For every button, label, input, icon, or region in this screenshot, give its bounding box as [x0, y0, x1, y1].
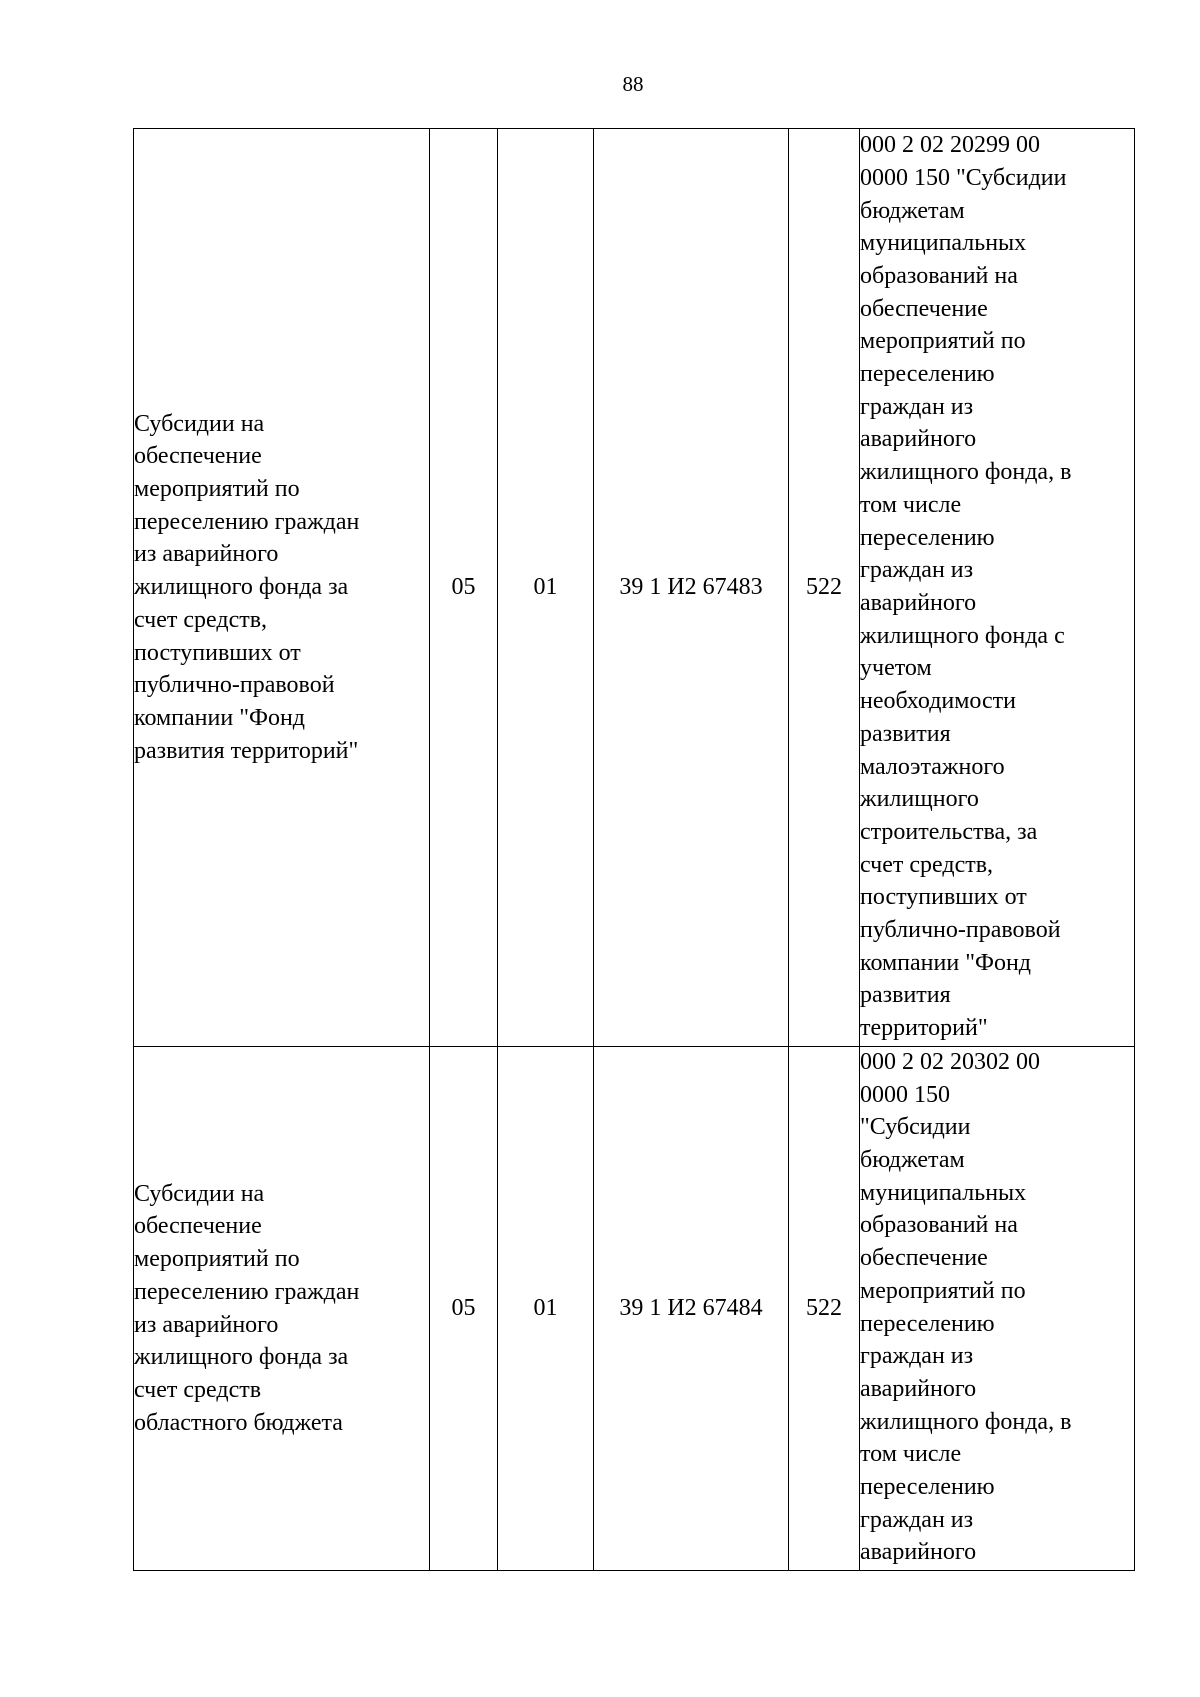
expense-name: Субсидии на обеспечение мероприятий по переселению граждан из аварийного жилищного фонда за счет средств, поступивших от публично-правовой компании "Фонд развития территорий"	[134, 410, 360, 764]
subsection-code: 01	[533, 574, 558, 601]
subsection-cell	[498, 129, 594, 1047]
section-cell	[430, 129, 498, 1047]
target-article-code: 39 1 И2 67483	[619, 574, 763, 601]
section-cell	[430, 1047, 498, 1571]
revenue-code-text: 000 2 02 20299 00 0000 150 "Субсидии бюджетам муниципальных образований на обеспечение мероприятий по переселению граждан из аварийного жилищного фонда, в том числе переселению граждан из аварийного жилищного фонда с учетом необходимости развития малоэтажного жилищного строительства, за счет средств, поступивших от публично-правовой компании "Фонд развития территорий"	[860, 132, 1072, 1042]
expense-type-code: 522	[806, 574, 842, 601]
subsection-cell	[498, 1047, 594, 1571]
expense-type-cell	[789, 129, 860, 1047]
target-article-code: 39 1 И2 67484	[619, 1295, 763, 1322]
budget-table	[133, 128, 1135, 1571]
table-row	[134, 1047, 1135, 1571]
expense-type-cell	[789, 1047, 860, 1571]
table-row	[134, 129, 1135, 1047]
subsection-code: 01	[533, 1295, 558, 1322]
expense-type-code: 522	[806, 1295, 842, 1322]
target-article-cell	[594, 129, 789, 1047]
expense-name-cell	[134, 1047, 430, 1571]
section-code: 05	[451, 574, 476, 601]
revenue-code-cell	[860, 129, 1135, 1047]
expense-name: Субсидии на обеспечение мероприятий по переселению граждан из аварийного жилищного фонда за счет средств областного бюджета	[134, 1180, 360, 1436]
expense-name-cell	[134, 129, 430, 1047]
page-number: 88	[622, 72, 644, 96]
revenue-code-text: 000 2 02 20302 00 0000 150 "Субсидии бюджетам муниципальных образований на обеспечение мероприятий по переселению граждан из аварийного жилищного фонда, в том числе переселению граждан из аварийного	[860, 1048, 1072, 1566]
section-code: 05	[451, 1295, 476, 1322]
target-article-cell	[594, 1047, 789, 1571]
revenue-code-cell	[860, 1047, 1135, 1571]
